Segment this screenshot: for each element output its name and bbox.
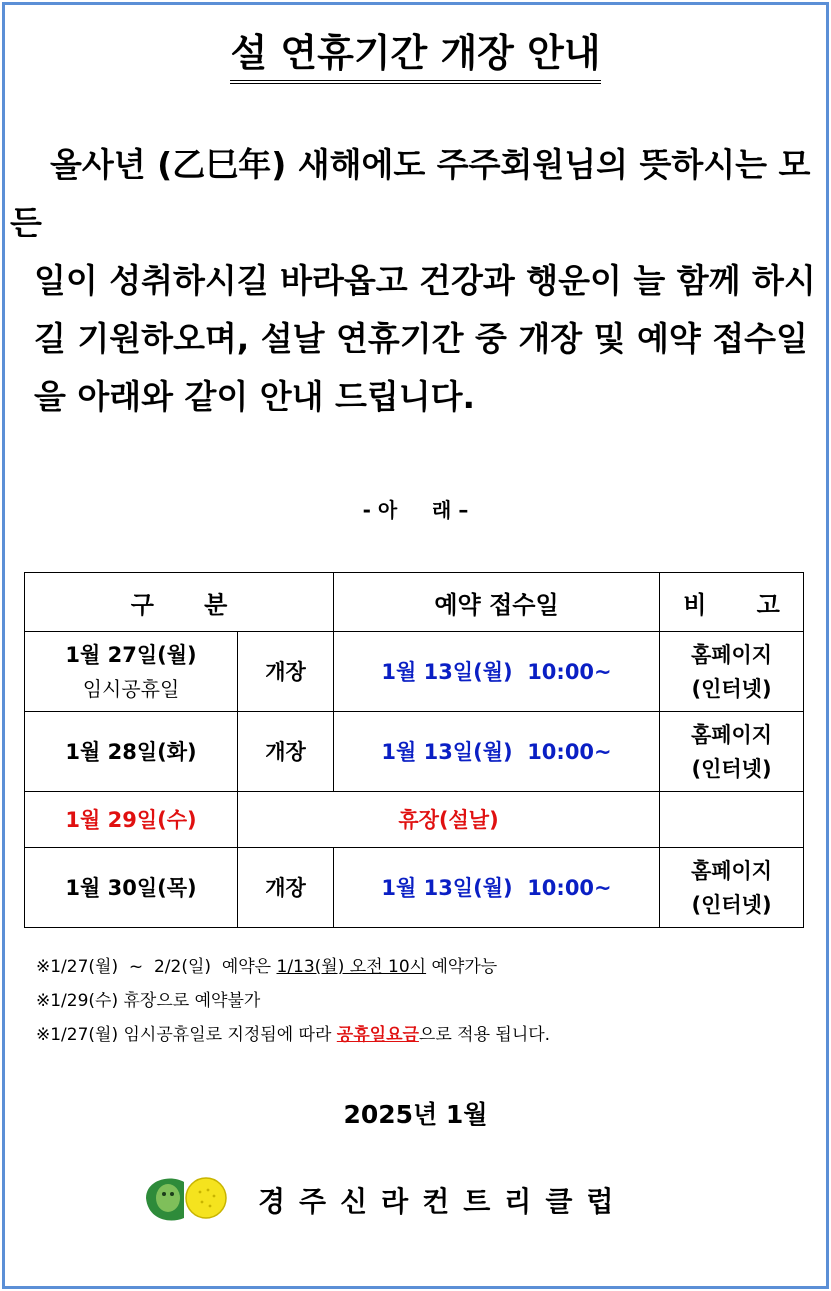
row-date [25, 632, 238, 712]
club-logo-icon [140, 1168, 232, 1230]
section-heading: - 아 래 – [362, 498, 469, 522]
issue-date: 2025년 1월 [343, 1100, 488, 1129]
intro-line: 을 아래와 같이 안내 드립니다. [34, 377, 476, 416]
title-text: 설 연휴기간 개장 안내 [230, 28, 600, 84]
table-row [25, 848, 804, 928]
intro-line: 길 기원하오며, 설날 연휴기간 중 개장 및 예약 접수일 [34, 319, 808, 358]
schedule-table [24, 572, 804, 928]
page-title [0, 28, 831, 84]
header-note: 비 고 [660, 573, 804, 632]
intro-line: 든 [10, 203, 42, 242]
row-date: 1월 30일(목) [25, 848, 238, 928]
row-note [660, 848, 804, 928]
intro-line: 올사년 (乙巳年) 새해에도 주주회원님의 뜻하시는 모 [50, 145, 811, 184]
row-reservation: 1월 13일(월) 10:00~ [334, 848, 660, 928]
row-reservation: 1월 13일(월) 10:00~ [334, 632, 660, 712]
note-text: ※1/27(월) ~ 2/2(일) 예약은 [36, 957, 277, 977]
note-text: 으로 적용 됩니다. [418, 1025, 551, 1045]
row-closed: 휴장(설날) [238, 792, 660, 848]
date-sub: 임시공휴일 [82, 676, 180, 701]
note-line: (인터넷) [691, 756, 772, 781]
header-category: 구 분 [25, 573, 334, 632]
row-reservation: 1월 13일(월) 10:00~ [334, 712, 660, 792]
note-underlined: 1/13(월) 오전 10시 [276, 957, 427, 977]
note-highlight: 공휴일요금 [336, 1025, 419, 1045]
note-text: ※1/27(월) 임시공휴일로 지정됨에 따라 [36, 1025, 337, 1045]
row-status: 개장 [238, 632, 334, 712]
note-item: ※1/29(수) 휴장으로 예약불가 [36, 991, 261, 1011]
row-note [660, 792, 804, 848]
note-line: (인터넷) [691, 892, 772, 917]
row-status: 개장 [238, 848, 334, 928]
club-name: 경주신라컨트리클럽 [258, 1185, 628, 1218]
table-row [25, 792, 804, 848]
note-item [36, 1018, 816, 1052]
row-date: 1월 28일(화) [25, 712, 238, 792]
date-text: 1월 27일(월) [65, 642, 197, 667]
table-header-row [25, 573, 804, 632]
intro-paragraph [10, 136, 820, 426]
row-status: 개장 [238, 712, 334, 792]
note-line: 홈페이지 [690, 642, 773, 667]
notes [36, 950, 816, 1052]
table-row [25, 712, 804, 792]
note-line: 홈페이지 [690, 722, 773, 747]
intro-line: 일이 성취하시길 바라옵고 건강과 행운이 늘 함께 하시 [34, 261, 816, 300]
note-text: 예약가능 [426, 957, 498, 977]
row-note [660, 712, 804, 792]
header-reservation: 예약 접수일 [334, 573, 660, 632]
note-line: (인터넷) [691, 676, 772, 701]
note-item [36, 950, 816, 984]
row-date: 1월 29일(수) [25, 792, 238, 848]
table-row [25, 632, 804, 712]
row-note [660, 632, 804, 712]
note-line: 홈페이지 [690, 858, 773, 883]
